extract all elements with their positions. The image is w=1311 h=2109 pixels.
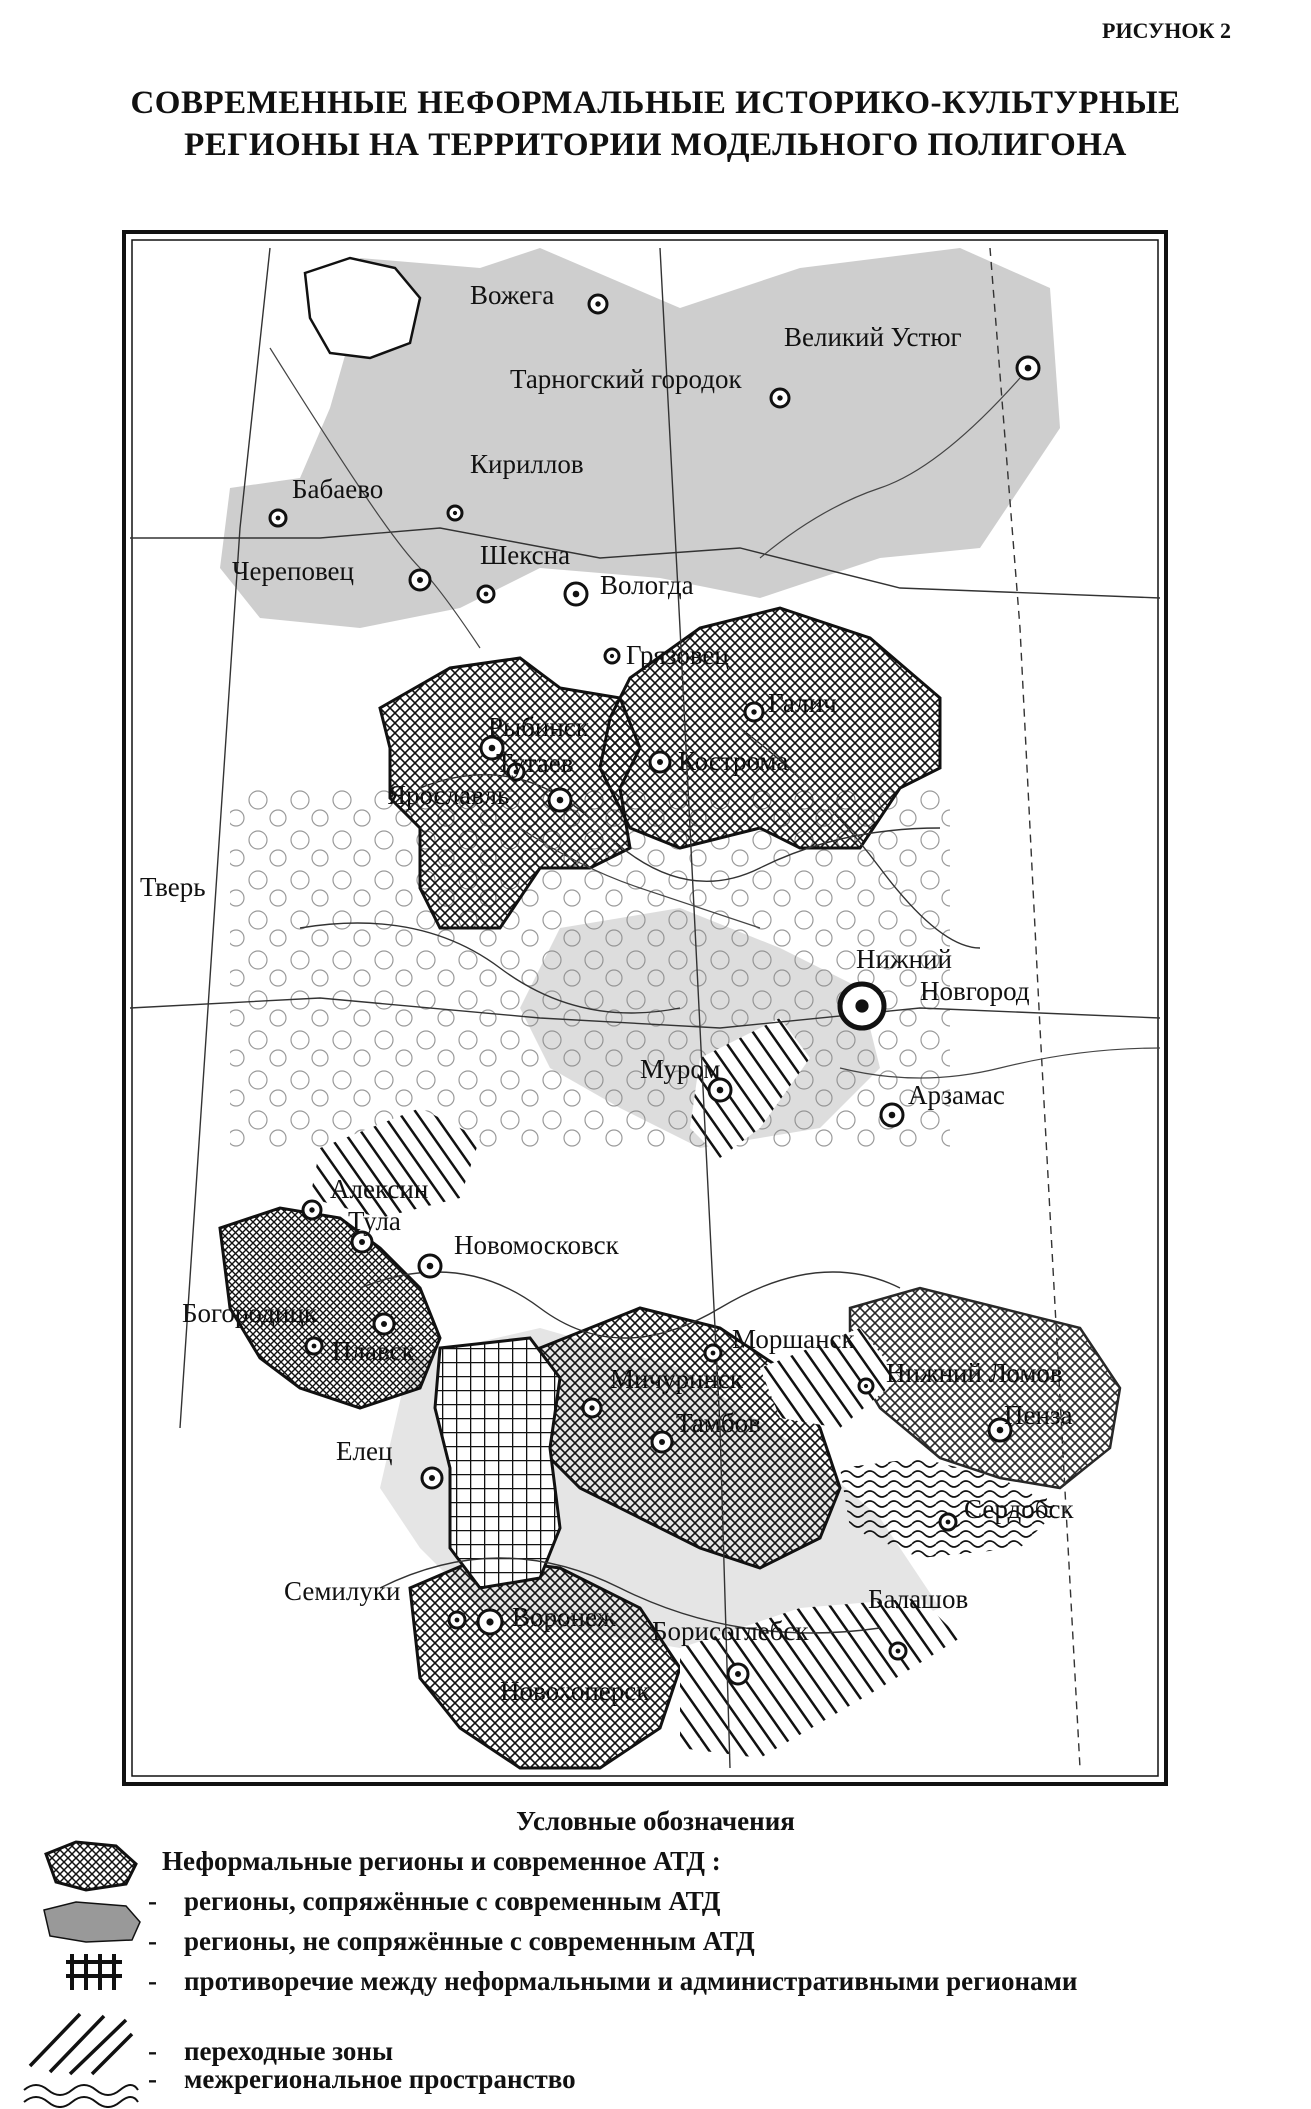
city-5-marker	[478, 586, 494, 602]
city-3-marker	[448, 506, 462, 520]
city-33-label: Борисоглебск	[652, 1616, 809, 1646]
city-23-marker	[306, 1338, 322, 1354]
city-1-marker	[1017, 357, 1039, 379]
city-22-label: Богородицк	[182, 1298, 317, 1328]
city-12-label: Кострома	[678, 746, 789, 776]
city-10-label: Рыбинск	[488, 712, 589, 742]
legend-item-2-marker: -	[148, 1926, 157, 1956]
legend-swatch-diagonal	[20, 2006, 140, 2076]
city-21-label: Новомосковск	[454, 1230, 619, 1260]
city-7-label: Вологда	[600, 570, 694, 600]
city-32-marker	[478, 1610, 502, 1634]
legend-item-4	[148, 2036, 393, 2067]
legend-item-1	[148, 1886, 720, 1917]
map-title-line-1: СОВРЕМЕННЫЕ НЕФОРМАЛЬНЫЕ ИСТОРИКО-КУЛЬТУРНЫЕ	[130, 85, 1181, 121]
city-4-marker	[270, 510, 286, 526]
city-19-marker	[303, 1201, 321, 1219]
city-25-marker	[583, 1399, 601, 1417]
legend-swatch-crosshatch	[36, 1834, 146, 1894]
city-18-label: Арзамас	[908, 1080, 1005, 1110]
city-24-label: Моршанск	[732, 1324, 855, 1354]
city-31-marker	[449, 1612, 465, 1628]
city-25-label: Мичуринск	[610, 1364, 744, 1394]
city-28-marker	[652, 1432, 672, 1452]
figure-label: РИСУНОК 2	[1102, 18, 1231, 43]
legend-title: Условные обозначения	[516, 1806, 795, 1836]
legend-item-3-label: противоречие между неформальными и административными регионами	[184, 1966, 1078, 1996]
legend-swatch-grid	[64, 1950, 124, 1994]
city-20-label: Тула	[348, 1206, 401, 1236]
city-2-marker	[771, 389, 789, 407]
legend-item-1-label: регионы, сопряжённые с современным АТД	[184, 1886, 721, 1916]
city-9-marker	[745, 703, 763, 721]
city-8-marker	[605, 649, 619, 663]
legend-item-5	[148, 2064, 576, 2095]
legend-item-4-label: переходные зоны	[184, 2036, 394, 2066]
city-18-marker	[881, 1104, 903, 1126]
map-title-line-2: РЕГИОНЫ НА ТЕРРИТОРИИ МОДЕЛЬНОГО ПОЛИГОНА	[184, 127, 1127, 163]
city-35-label: Новохоперск	[500, 1676, 650, 1706]
city-1-label: Великий Устюг	[784, 322, 962, 352]
city-15-marker	[840, 984, 884, 1028]
legend-item-3-marker: -	[148, 1966, 157, 1996]
city-19-label: Алексин	[330, 1174, 429, 1204]
legend-item-4-marker: -	[148, 2036, 157, 2066]
city-4-label: Бабаево	[292, 474, 384, 504]
map-title	[0, 82, 1311, 166]
city-12-marker	[650, 752, 670, 772]
city-0-marker	[589, 295, 607, 313]
city-32-label: Воронеж	[512, 1602, 616, 1632]
legend-header: Неформальные регионы и современное АТД :	[162, 1846, 721, 1876]
city-31-label: Семилуки	[284, 1576, 401, 1606]
legend-item-2-label: регионы, не сопряжённые с современным АТД	[184, 1926, 755, 1956]
city-8-label: Грязовец	[626, 640, 729, 670]
legend-swatch-wave	[20, 2078, 140, 2108]
city-7-marker	[565, 583, 587, 605]
legend-swatch-grey	[36, 1896, 146, 1946]
city-13-label: Ярославль	[388, 780, 510, 810]
city-14-label: Тверь	[140, 872, 206, 902]
region-contradiction-grid	[435, 1338, 560, 1588]
map	[120, 228, 1170, 1788]
legend-item-1-marker: -	[148, 1886, 157, 1916]
legend-item-5-marker: -	[148, 2064, 157, 2094]
city-9-label: Галич	[768, 688, 837, 718]
city-26-label: Нижний Ломов	[886, 1358, 1063, 1388]
legend-item-2	[148, 1926, 755, 1957]
city-29-marker	[422, 1468, 442, 1488]
city-30-marker	[940, 1514, 956, 1530]
legend-item-3	[148, 1966, 1077, 1997]
city-17-label: Муром	[640, 1054, 721, 1084]
city-34-marker	[890, 1643, 906, 1659]
city-28-label: Тамбов	[676, 1408, 761, 1438]
city-5-label: Шексна	[480, 540, 571, 570]
city-21-marker	[419, 1255, 441, 1277]
city-6-label: Череповец	[232, 556, 354, 586]
city-26-marker	[859, 1379, 873, 1393]
city-2-label: Тарногский городок	[510, 364, 742, 394]
city-0-label: Вожега	[470, 280, 555, 310]
city-15-label: Нижний	[856, 944, 952, 974]
city-30-label: Сердобск	[964, 1494, 1074, 1524]
city-22-marker	[374, 1314, 394, 1334]
city-29-label: Елец	[336, 1436, 393, 1466]
city-33-marker	[728, 1664, 748, 1684]
city-11-label: Тутаев	[496, 748, 574, 778]
city-6-marker	[410, 570, 430, 590]
city-3-label: Кириллов	[470, 449, 584, 479]
city-16-label: Новгород	[920, 976, 1030, 1006]
legend-item-5-label: межрегиональное пространство	[184, 2064, 576, 2094]
city-13-marker	[549, 789, 571, 811]
city-27-label: Пенза	[1004, 1400, 1073, 1430]
city-23-label: Плавск	[332, 1336, 415, 1366]
city-34-label: Балашов	[868, 1584, 969, 1614]
city-24-marker	[705, 1345, 721, 1361]
